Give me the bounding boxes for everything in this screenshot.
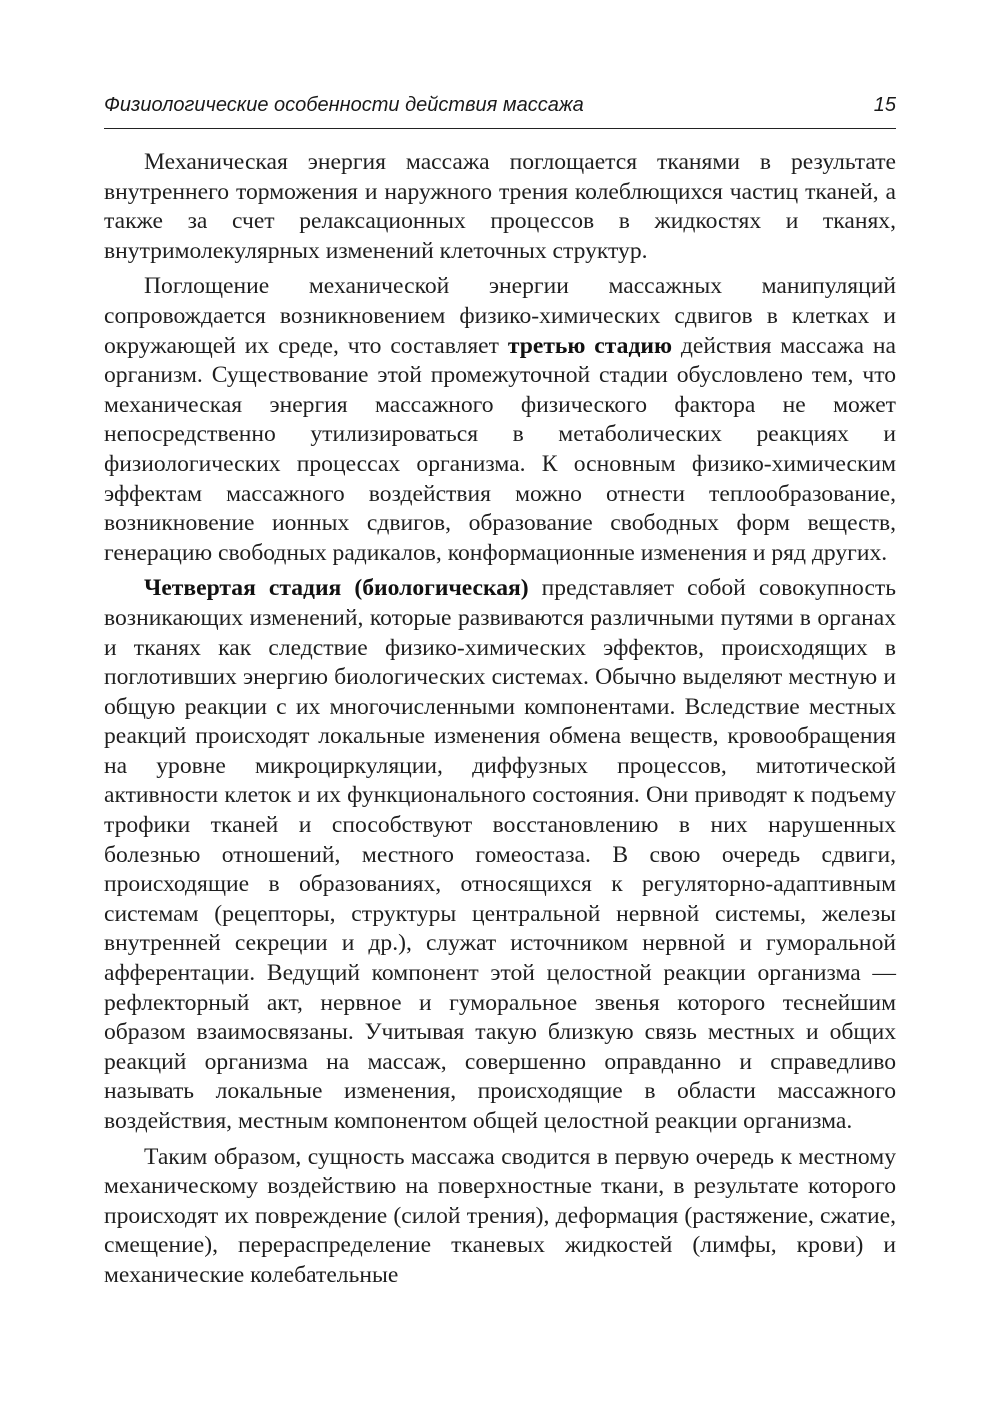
paragraph-3-text-after: представляет собой совокупность возникающих изменений, которые развиваются различными путями в органах и тканях как следствие физико-химических эффектов, происходящих в поглотивших энергию биологических системах. Обычно выделяют местную и общую реакции с их многочисленными компонентами. Вследствие местных реакций происходят локальные изменения обмена веществ, кровообращения на уровне микроциркуляции, диффузных процессов, митотической активности клеток и их функционального состояния. Они приводят к подъему трофики тканей и способствуют восстановлению в них нарушенных болезнью отношений, местного гомеостаза. В свою очередь сдвиги, происходящие в образованиях, относящихся к регуляторно-адаптивным системам (рецепторы, структуры центральной нервной системы, железы внутренней секреции и др.), служат источником нервной и гуморальной афферентации. Ведущий компонент этой целостной реакции организма — рефлекторный акт, нервное и гуморальное звенья которого теснейшим образом взаимосвязаны. Учитывая такую близкую связь местных и общих реакций организма на массаж, совершенно оправданно и справедливо называть локальные изменения, происходящие в области массажного воздействия, местным компонентом общей целостной реакции организма. — [104, 575, 896, 1134]
paragraph-2-text-before: Поглощение механической энергии массажных манипуляций сопровождается возникновением физико-химических сдвигов в клетках и окружающей их среде, что составляет — [104, 273, 896, 359]
paragraph-4-text: Таким образом, сущность массажа сводится в первую очередь к местному механическому воздействию на поверхностные ткани, в результате которого происходят их повреждение (силой трения), деформация (растяжение, сжатие, смещение), перераспределение тканевых жидкостей (лимфы, крови) и механические колебательные — [104, 1143, 896, 1288]
page-number: 15 — [873, 94, 896, 116]
paragraph-3 — [104, 574, 896, 1136]
paragraph-1-text: Механическая энергия массажа поглощается тканями в результате внутреннего торможения и наружного трения колеблющихся частиц тканей, а также за счет релаксационных процессов в жидкостях и тканях, внутримолекулярных изменений клеточных структур. — [104, 149, 896, 264]
chapter-title: Физиологические особенности действия массажа — [104, 94, 584, 116]
running-header — [104, 90, 896, 120]
paragraph-2 — [104, 272, 896, 568]
paragraph-3-bold-term: Четвертая стадия (биологическая) — [144, 575, 529, 602]
paragraph-4 — [104, 1143, 896, 1291]
header-divider — [104, 128, 896, 129]
paragraph-1 — [104, 148, 896, 266]
paragraph-2-text-after: действия массажа на организм. Существование этой промежуточной стадии обусловлено тем, что механическая энергия массажного физического фактора не может непосредственно утилизироваться в метаболических реакциях и физиологических процессах организма. К основным физико-химическим эффектам массажного воздействия можно отнести теплообразование, возникновение ионных сдвигов, образование свободных форм веществ, генерацию свободных радикалов, конформационные изменения и ряд других. — [104, 332, 897, 566]
body-text — [104, 148, 896, 1297]
paragraph-2-bold-term: третью стадию — [507, 332, 673, 359]
